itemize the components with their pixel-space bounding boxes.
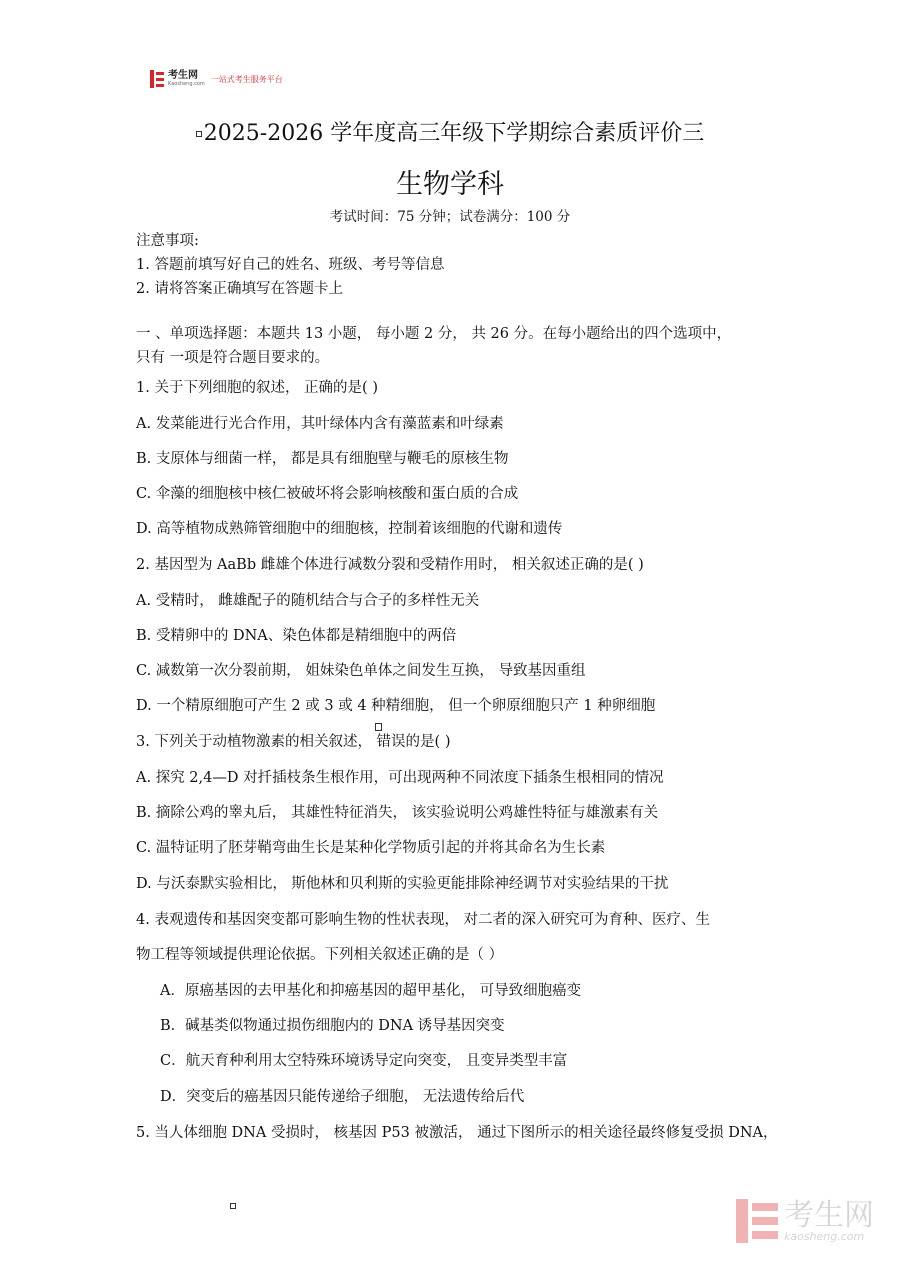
question-option: B．碱基类似物通过损伤细胞内的 DNA 诱导基因突变 [160,1018,505,1034]
question-stem: 物工程等领域提供理论依据。下列相关叙述正确的是（ ） [136,947,504,963]
question-option: B. 摘除公鸡的睾丸后， 其雄性特征消失， 该实验说明公鸡雄性特征与雄激素有关 [136,805,659,821]
question-stem: 1. 关于下列细胞的叙述， 正确的是( ) [136,380,378,396]
question-option: B. 支原体与细菌一样， 都是具有细胞壁与鞭毛的原核生物 [136,451,509,467]
question-option: D．突变后的癌基因只能传递给子细胞， 无法遗传给后代 [160,1089,525,1105]
question-option: A. 探究 2,4—D 对扦插枝条生根作用，可出现两种不同浓度下插条生根相同的情况 [136,770,664,786]
question-option: C. 温特证明了胚芽鞘弯曲生长是某种化学物质引起的并将其命名为生长素 [136,840,606,856]
note-item: 2. 请将答案正确填写在答题卡上 [136,281,343,297]
logo-url: Kaosheng.com [168,81,205,87]
header-logo [150,70,283,88]
question-stem: 4. 表观遗传和基因突变都可影响生物的性状表现， 对二者的深入研究可为育种、医疗、生 [136,912,711,928]
logo-slogan: 一站式考生服务平台 [210,74,283,84]
question-option: D. 一个精原细胞可产生 2 或 3 或 4 种精细胞， 但一个卵原细胞只产 1 种卵细胞 [136,698,656,714]
section-line: 一 、单项选择题：本题共 13 小题， 每小题 2 分， 共 26 分。在每小题给出的四个选项中， [136,326,732,342]
watermark-url: kaosheng.com [784,1229,865,1243]
logo-icon [150,70,164,88]
exam-title-text: 2025-2026 学年度高三年级下学期综合素质评价三 [203,121,705,146]
question-stem: 5. 当人体细胞 DNA 受损时， 核基因 P53 被激活， 通过下图所示的相关途径最终修复受损 DNA， [136,1125,778,1141]
question-option: C．航天育种利用太空特殊环境诱导定向突变， 且变异类型丰富 [160,1053,568,1069]
question-stem: 2. 基因型为 AaBb 雌雄个体进行减数分裂和受精作用时， 相关叙述正确的是( ) [136,557,644,573]
question-option: D. 与沃泰默实验相比， 斯他林和贝利斯的实验更能排除神经调节对实验结果的干扰 [136,876,669,892]
watermark [736,1199,874,1243]
section-line: 只有 一项是符合题目要求的。 [136,350,330,366]
artifact-mark-icon [230,1203,236,1209]
question-option: A. 发菜能进行光合作用，其叶绿体内含有藻蓝素和叶绿素 [136,416,504,432]
question-option: C. 伞藻的细胞核中核仁被破坏将会影响核酸和蛋白质的合成 [136,486,519,502]
question-option: A．原癌基因的去甲基化和抑癌基因的超甲基化， 可导致细胞癌变 [160,983,582,999]
question-option: B. 受精卵中的 DNA、染色体都是精细胞中的两倍 [136,628,457,644]
question-option: D. 高等植物成熟筛管细胞中的细胞核，控制着该细胞的代谢和遗传 [136,521,563,537]
title-mark-icon [196,131,202,137]
exam-title [0,116,900,147]
note-item: 1. 答题前填写好自己的姓名、班级、考号等信息 [136,257,445,273]
question-stem: 3. 下列关于动植物激素的相关叙述， 错误的是( ) [136,734,451,750]
logo-name: 考生网 [168,70,198,81]
subject-title: 生物学科 [396,169,504,200]
question-option: A. 受精时， 雌雄配子的随机结合与合子的多样性无关 [136,593,480,609]
question-option: C. 减数第一次分裂前期， 姐妹染色单体之间发生互换， 导致基因重组 [136,663,586,679]
exam-info: 考试时间：75 分钟；试卷满分：100 分 [329,209,571,225]
watermark-name: 考生网 [784,1197,874,1233]
notes-heading: 注意事项: [136,233,199,249]
watermark-logo-icon [736,1199,778,1243]
